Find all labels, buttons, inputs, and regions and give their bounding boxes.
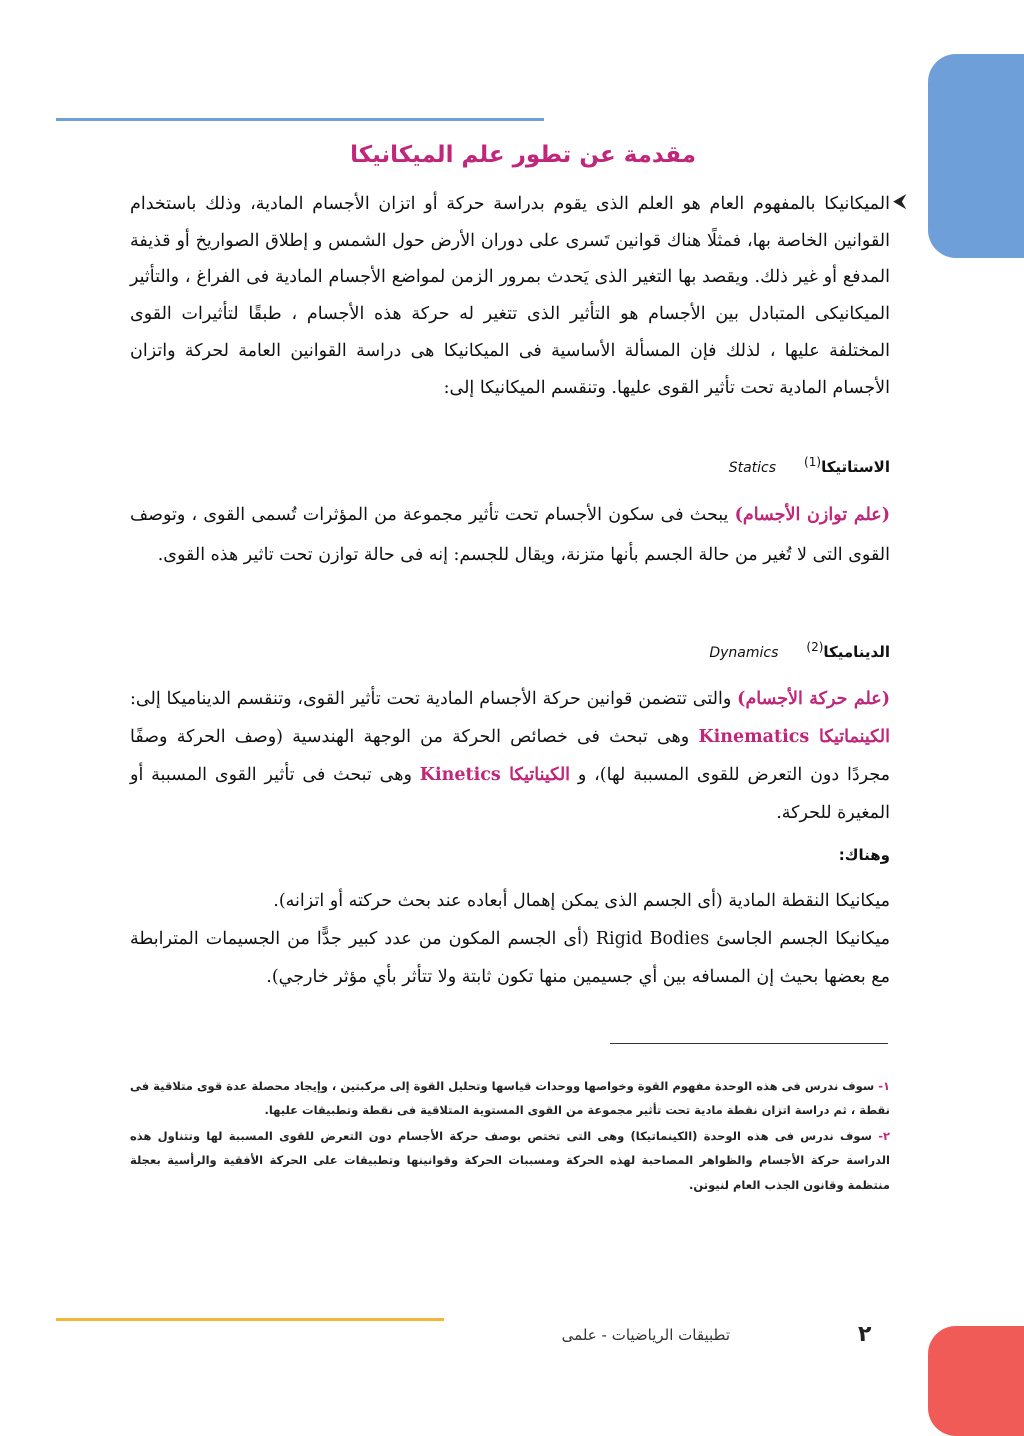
dynamics-heading — [600, 640, 890, 661]
statics-heading — [600, 455, 890, 476]
hunak-line-1: ميكانيكا النقطة المادية (أى الجسم الذى يمكن إهمال أبعاده عند بحث حركته أو اتزانه). — [273, 891, 890, 911]
footnote-2 — [130, 1124, 890, 1198]
statics-english: Statics — [728, 460, 777, 476]
footnote-1-num: ١- — [878, 1078, 890, 1093]
chapter-tab-top — [928, 54, 1024, 258]
statics-highlight: (علم توازن الأجسام) — [734, 505, 890, 525]
intro-paragraph: الميكانيكا بالمفهوم العام هو العلم الذى يقوم بدراسة حركة أو اتزان الأجسام المادية، وذلك باستخدام القوانين الخاصة بها، فمثلًا هناك قوانين تَسرى على دوران الأرض حول الشمس و إطلاق الصواريخ أو قذيفة المدفع أو غير ذلك. ويقصد بها التغير الذى يَحدث بمرور الزمن لمواضع الأجسام المادية فى الفراغ ، والتأثير الميكانيكى المتبادل بين الأجسام هو التأثير الذى تتغير له حركة هذه الأجسام ، طبقًا لتأثيرات القوى المختلفة عليها ، لذلك فإن المسألة الأساسية فى الميكانيكا هى دراسة القوانين العامة لحركة واتزان الأجسام المادية تحت تأثير القوى عليها. وتنقسم الميكانيكا إلى: — [130, 194, 890, 398]
bottom-rule — [56, 1318, 444, 1321]
footnote-rule — [610, 1043, 888, 1044]
dynamics-english: Dynamics — [709, 645, 779, 661]
page-number: ٢ — [858, 1322, 872, 1347]
dynamics-heading-text: الديناميكا — [823, 643, 890, 661]
footnote-1 — [130, 1074, 890, 1123]
dynamics-body-3: وهى تبحث فى تأثير القوى المسببة أو المغيرة للحركة. — [130, 765, 890, 823]
statics-heading-text: الاستاتيكا — [821, 458, 890, 476]
top-rule — [56, 118, 544, 121]
dynamics-highlight: (علم حركة الأجسام) — [737, 689, 890, 709]
arrow-bullet-icon: ⮜ — [893, 190, 907, 212]
dynamics-body-2: وهى تبحث فى خصائص الحركة من الوجهة الهندسية (وصف الحركة وصفًا مجردًا دون التعرض للقوى المسببة لها)، و — [130, 727, 890, 785]
hunak-heading: وهناك: — [838, 846, 890, 864]
statics-body: يبحث فى سكون الأجسام تحت تأثير مجموعة من المؤثرات تُسمى القوى ، وتوصف القوى التى لا تُغير من حالة الجسم بأنها متزنة، ويقال للجسم: إنه فى حالة توازن تحت تاثير هذه القوى. — [130, 505, 890, 565]
statics-paragraph — [130, 495, 890, 575]
footnote-2-num: ٢- — [878, 1128, 890, 1143]
page-title: مقدمة عن تطور علم الميكانيكا — [350, 142, 696, 168]
chapter-tab-bottom — [928, 1326, 1024, 1436]
kinematics-term: الكينماتيكا Kinematics — [698, 727, 890, 747]
footnote-2-text: سوف ندرس فى هذه الوحدة (الكينماتيكا) وهى التى تختص بوصف حركة الأجسام دون التعرض للقوى المسببة لها وتتناول هذه الدراسة حركة الأجسام والظواهر المصاحبة لهذه الحركة ومسببات الحركة وقوانينها وتطبيقات على الحركة الأفقية والرأسية بعجلة منتظمة وقانون الجذب العام لنيوتن. — [130, 1128, 890, 1192]
statics-footnote-ref: (1) — [804, 455, 822, 469]
footnote-1-text: سوف ندرس فى هذه الوحدة مفهوم القوة وخواصها ووحدات قياسها وتحليل القوة إلى مركبتين ، وإيجاد محصلة عدة قوى متلاقية فى نقطة ، ثم دراسة اتزان نقطة مادية تحت تأثير مجموعة من القوى المستوية المتلاقية فى نقطة وتطبيقات عليها. — [130, 1078, 890, 1117]
dynamics-paragraph — [130, 680, 890, 832]
dynamics-footnote-ref: (2) — [806, 640, 824, 654]
dynamics-body-1: والتى تتضمن قوانين حركة الأجسام المادية تحت تأثير القوى، وتنقسم الديناميكا إلى: — [130, 689, 738, 709]
hunak-line-2: ميكانيكا الجسم الجاسئ Rigid Bodies (أى الجسم المكون من عدد كبير جدًّا من الجسيمات المترابطة مع بعضها بحيث إن المسافه بين أي جسيمين منها تكون ثابتة ولا تتأثر بأي مؤثر خارجي). — [130, 929, 890, 987]
book-title: تطبيقات الرياضيات - علمى — [561, 1326, 730, 1344]
hunak-paragraph — [130, 882, 890, 996]
kinetics-term: الكيناتيكا Kinetics — [419, 765, 571, 785]
